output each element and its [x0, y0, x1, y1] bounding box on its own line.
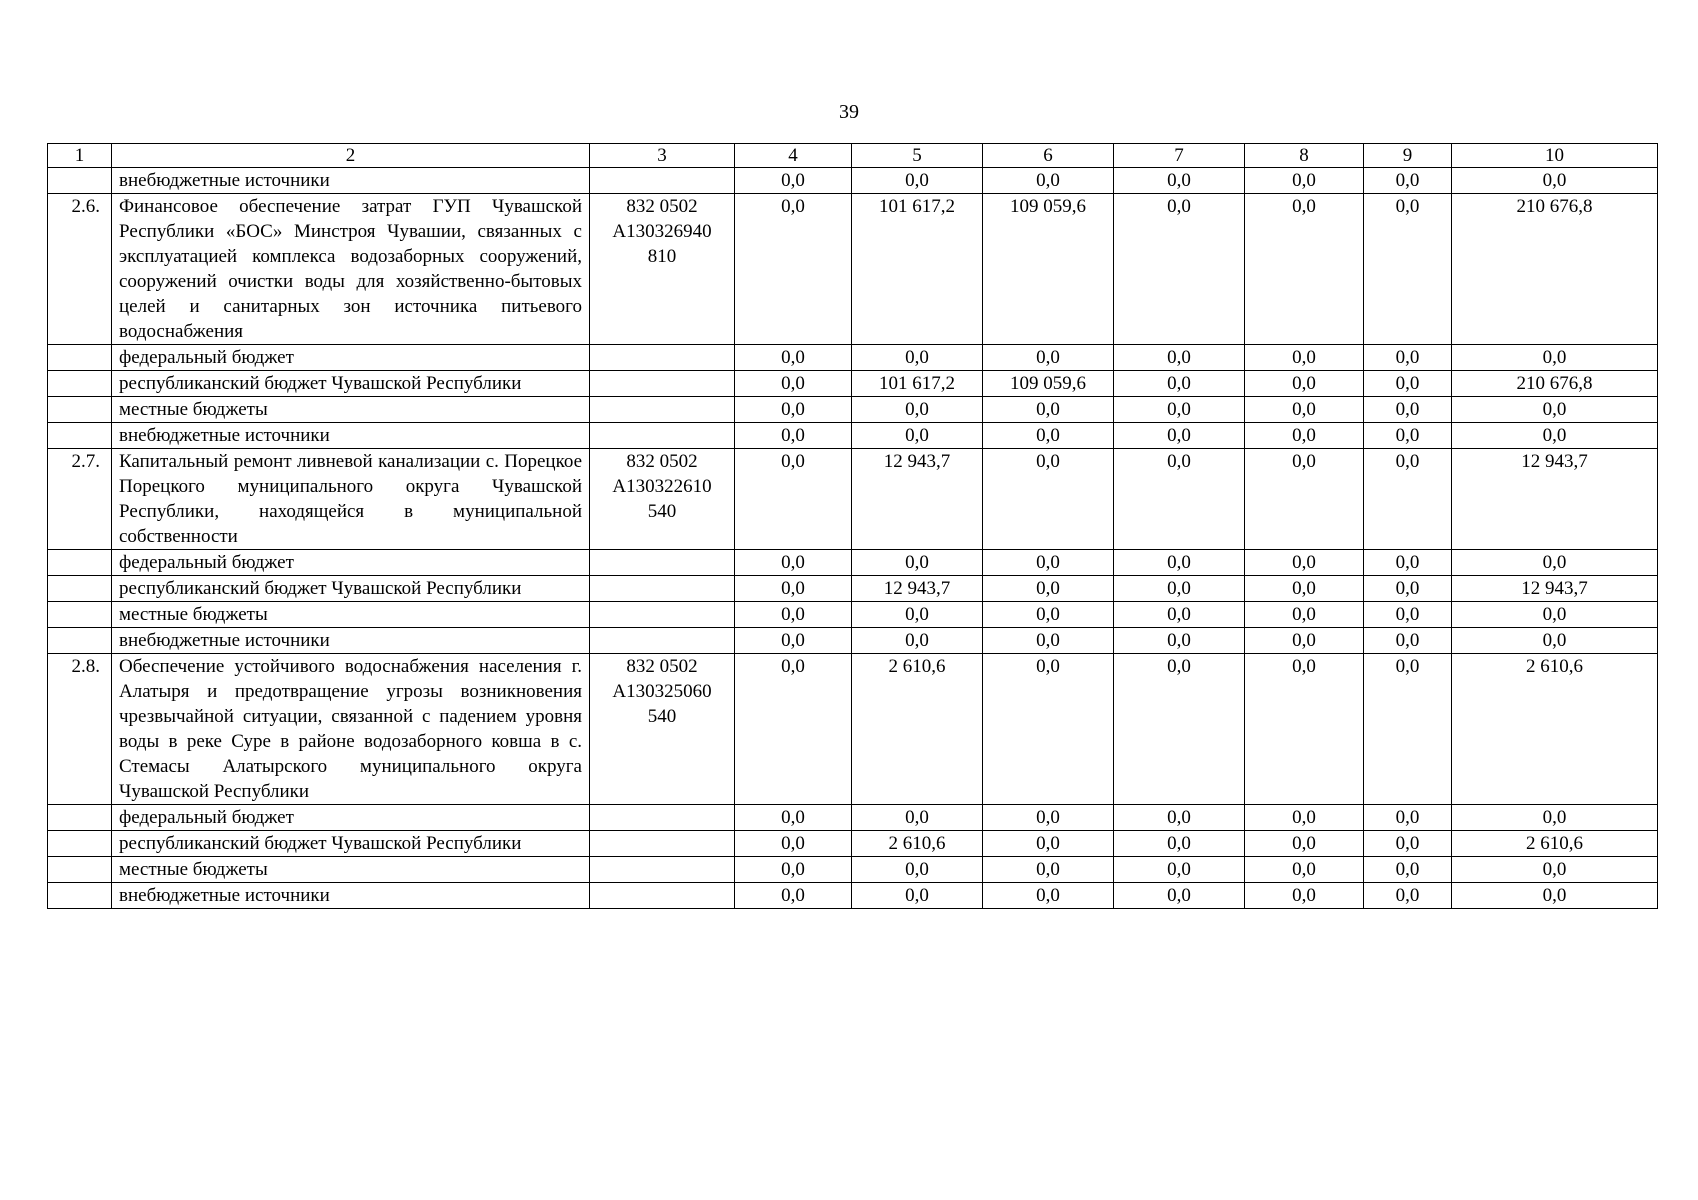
amount-cell: 0,0 — [1452, 805, 1658, 831]
amount-cell: 0,0 — [1114, 831, 1245, 857]
budget-code-cell — [590, 857, 735, 883]
row-number-cell — [48, 168, 112, 194]
budget-code-cell — [590, 345, 735, 371]
amount-cell: 0,0 — [1114, 857, 1245, 883]
row-number-cell — [48, 550, 112, 576]
amount-cell: 0,0 — [1452, 397, 1658, 423]
amount-cell: 0,0 — [983, 805, 1114, 831]
amount-cell: 0,0 — [1114, 345, 1245, 371]
amount-cell: 0,0 — [1245, 576, 1364, 602]
column-header: 10 — [1452, 144, 1658, 168]
row-label-cell: местные бюджеты — [112, 857, 590, 883]
amount-cell: 0,0 — [983, 449, 1114, 550]
table-header-row — [48, 144, 1658, 168]
amount-cell: 0,0 — [983, 576, 1114, 602]
table-row — [48, 805, 1658, 831]
amount-cell: 0,0 — [1114, 576, 1245, 602]
page-number: 39 — [839, 101, 859, 123]
row-label-cell: Финансовое обеспечение затрат ГУП Чувашской Республики «БОС» Минстроя Чувашии, связанных с эксплуатацией комплекса водозаборных сооружений, сооружений очистки воды для хозяйственно-бытовых целей и санитарных зон источника питьевого водоснабжения — [112, 194, 590, 345]
amount-cell: 0,0 — [735, 857, 852, 883]
budget-code-cell — [590, 805, 735, 831]
row-label-cell: внебюджетные источники — [112, 423, 590, 449]
amount-cell: 0,0 — [735, 831, 852, 857]
amount-cell: 0,0 — [1114, 602, 1245, 628]
column-header: 8 — [1245, 144, 1364, 168]
amount-cell: 0,0 — [735, 423, 852, 449]
row-label-cell: местные бюджеты — [112, 602, 590, 628]
amount-cell: 0,0 — [983, 883, 1114, 909]
budget-code-cell — [590, 371, 735, 397]
amount-cell: 0,0 — [735, 345, 852, 371]
amount-cell: 0,0 — [1364, 602, 1452, 628]
row-label-cell: внебюджетные источники — [112, 168, 590, 194]
row-label-cell: внебюджетные источники — [112, 628, 590, 654]
amount-cell: 0,0 — [1245, 449, 1364, 550]
column-header: 4 — [735, 144, 852, 168]
amount-cell: 0,0 — [1364, 194, 1452, 345]
amount-cell: 0,0 — [1245, 397, 1364, 423]
amount-cell: 0,0 — [735, 550, 852, 576]
amount-cell: 0,0 — [852, 805, 983, 831]
amount-cell: 0,0 — [1114, 449, 1245, 550]
amount-cell: 0,0 — [735, 654, 852, 805]
amount-cell: 0,0 — [1364, 345, 1452, 371]
amount-cell: 0,0 — [1364, 423, 1452, 449]
row-number-cell — [48, 805, 112, 831]
amount-cell: 2 610,6 — [1452, 654, 1658, 805]
column-header: 1 — [48, 144, 112, 168]
amount-cell: 0,0 — [1452, 883, 1658, 909]
table-row — [48, 194, 1658, 345]
column-header: 7 — [1114, 144, 1245, 168]
amount-cell: 0,0 — [1245, 831, 1364, 857]
budget-code-cell: 832 0502 А130325060 540 — [590, 654, 735, 805]
amount-cell: 0,0 — [1114, 397, 1245, 423]
budget-code-cell — [590, 550, 735, 576]
amount-cell: 0,0 — [735, 449, 852, 550]
table-row — [48, 654, 1658, 805]
column-header: 3 — [590, 144, 735, 168]
column-header: 5 — [852, 144, 983, 168]
amount-cell: 0,0 — [983, 168, 1114, 194]
amount-cell: 101 617,2 — [852, 194, 983, 345]
amount-cell: 0,0 — [983, 423, 1114, 449]
budget-code-cell — [590, 602, 735, 628]
table-row — [48, 449, 1658, 550]
amount-cell: 0,0 — [1452, 550, 1658, 576]
table-body — [48, 168, 1658, 909]
amount-cell: 0,0 — [1245, 628, 1364, 654]
amount-cell: 0,0 — [735, 397, 852, 423]
amount-cell: 0,0 — [1245, 805, 1364, 831]
amount-cell: 0,0 — [1364, 449, 1452, 550]
amount-cell: 0,0 — [1245, 883, 1364, 909]
table-row — [48, 628, 1658, 654]
table-row — [48, 550, 1658, 576]
amount-cell: 0,0 — [1452, 168, 1658, 194]
amount-cell: 0,0 — [1245, 602, 1364, 628]
table-row — [48, 883, 1658, 909]
amount-cell: 0,0 — [1245, 371, 1364, 397]
budget-table — [47, 143, 1658, 909]
amount-cell: 0,0 — [1114, 371, 1245, 397]
row-number-cell: 2.8. — [48, 654, 112, 805]
row-number-cell — [48, 423, 112, 449]
row-number-cell — [48, 345, 112, 371]
amount-cell: 0,0 — [1114, 654, 1245, 805]
row-label-cell: республиканский бюджет Чувашской Республики — [112, 831, 590, 857]
amount-cell: 210 676,8 — [1452, 194, 1658, 345]
row-label-cell: местные бюджеты — [112, 397, 590, 423]
table-row — [48, 857, 1658, 883]
amount-cell: 0,0 — [1245, 654, 1364, 805]
amount-cell: 0,0 — [983, 397, 1114, 423]
amount-cell: 0,0 — [1364, 857, 1452, 883]
amount-cell: 0,0 — [852, 168, 983, 194]
column-header: 2 — [112, 144, 590, 168]
table-row — [48, 576, 1658, 602]
amount-cell: 0,0 — [983, 345, 1114, 371]
amount-cell: 0,0 — [1245, 423, 1364, 449]
row-label-cell: республиканский бюджет Чувашской Республики — [112, 371, 590, 397]
amount-cell: 0,0 — [1245, 168, 1364, 194]
amount-cell: 0,0 — [852, 550, 983, 576]
amount-cell: 101 617,2 — [852, 371, 983, 397]
amount-cell: 0,0 — [852, 345, 983, 371]
amount-cell: 0,0 — [1364, 371, 1452, 397]
amount-cell: 0,0 — [1452, 602, 1658, 628]
amount-cell: 0,0 — [735, 168, 852, 194]
row-label-cell: Обеспечение устойчивого водоснабжения населения г. Алатыря и предотвращение угрозы возникновения чрезвычайной ситуации, связанной с падением уровня воды в реке Суре в районе водозаборного ковша в с. Стемасы Алатырского муниципального округа Чувашской Республики — [112, 654, 590, 805]
amount-cell: 0,0 — [1114, 423, 1245, 449]
row-number-cell — [48, 576, 112, 602]
table-row — [48, 397, 1658, 423]
amount-cell: 0,0 — [735, 194, 852, 345]
row-number-cell — [48, 371, 112, 397]
amount-cell: 0,0 — [983, 857, 1114, 883]
amount-cell: 0,0 — [1452, 423, 1658, 449]
amount-cell: 0,0 — [735, 576, 852, 602]
budget-code-cell — [590, 168, 735, 194]
amount-cell: 0,0 — [1452, 628, 1658, 654]
row-number-cell — [48, 857, 112, 883]
amount-cell: 0,0 — [983, 550, 1114, 576]
amount-cell: 0,0 — [1364, 397, 1452, 423]
budget-code-cell: 832 0502 А130326940 810 — [590, 194, 735, 345]
amount-cell: 0,0 — [1364, 550, 1452, 576]
table-row — [48, 371, 1658, 397]
amount-cell: 12 943,7 — [1452, 449, 1658, 550]
amount-cell: 0,0 — [1364, 654, 1452, 805]
amount-cell: 0,0 — [735, 883, 852, 909]
amount-cell: 0,0 — [983, 628, 1114, 654]
amount-cell: 0,0 — [1114, 168, 1245, 194]
amount-cell: 0,0 — [1452, 345, 1658, 371]
row-label-cell: федеральный бюджет — [112, 805, 590, 831]
amount-cell: 0,0 — [852, 628, 983, 654]
table-row — [48, 602, 1658, 628]
amount-cell: 0,0 — [1114, 628, 1245, 654]
amount-cell: 0,0 — [852, 602, 983, 628]
row-label-cell: федеральный бюджет — [112, 345, 590, 371]
row-number-cell — [48, 628, 112, 654]
amount-cell: 0,0 — [852, 883, 983, 909]
amount-cell: 0,0 — [735, 628, 852, 654]
budget-code-cell — [590, 628, 735, 654]
amount-cell: 0,0 — [1114, 883, 1245, 909]
row-number-cell: 2.7. — [48, 449, 112, 550]
amount-cell: 0,0 — [1245, 857, 1364, 883]
budget-code-cell — [590, 576, 735, 602]
amount-cell: 0,0 — [735, 805, 852, 831]
amount-cell: 0,0 — [1245, 194, 1364, 345]
amount-cell: 0,0 — [1364, 168, 1452, 194]
table-row — [48, 168, 1658, 194]
row-number-cell: 2.6. — [48, 194, 112, 345]
amount-cell: 0,0 — [852, 423, 983, 449]
budget-code-cell — [590, 831, 735, 857]
amount-cell: 2 610,6 — [852, 831, 983, 857]
table-row — [48, 345, 1658, 371]
amount-cell: 0,0 — [983, 602, 1114, 628]
amount-cell: 0,0 — [1245, 345, 1364, 371]
amount-cell: 0,0 — [983, 654, 1114, 805]
row-number-cell — [48, 397, 112, 423]
amount-cell: 0,0 — [1114, 194, 1245, 345]
amount-cell: 0,0 — [735, 371, 852, 397]
amount-cell: 0,0 — [1364, 576, 1452, 602]
budget-code-cell: 832 0502 А130322610 540 — [590, 449, 735, 550]
amount-cell: 0,0 — [1114, 550, 1245, 576]
table-row — [48, 423, 1658, 449]
amount-cell: 0,0 — [1364, 831, 1452, 857]
amount-cell: 2 610,6 — [1452, 831, 1658, 857]
budget-code-cell — [590, 883, 735, 909]
amount-cell: 0,0 — [1245, 550, 1364, 576]
amount-cell: 0,0 — [983, 831, 1114, 857]
column-header: 6 — [983, 144, 1114, 168]
amount-cell: 0,0 — [1364, 805, 1452, 831]
budget-code-cell — [590, 397, 735, 423]
amount-cell: 2 610,6 — [852, 654, 983, 805]
row-label-cell: Капитальный ремонт ливневой канализации с. Порецкое Порецкого муниципального округа Чувашской Республики, находящейся в муниципальной собственности — [112, 449, 590, 550]
amount-cell: 0,0 — [735, 602, 852, 628]
amount-cell: 12 943,7 — [852, 449, 983, 550]
amount-cell: 109 059,6 — [983, 371, 1114, 397]
column-header: 9 — [1364, 144, 1452, 168]
amount-cell: 109 059,6 — [983, 194, 1114, 345]
row-number-cell — [48, 602, 112, 628]
row-number-cell — [48, 883, 112, 909]
row-label-cell: федеральный бюджет — [112, 550, 590, 576]
amount-cell: 12 943,7 — [1452, 576, 1658, 602]
amount-cell: 12 943,7 — [852, 576, 983, 602]
amount-cell: 0,0 — [1114, 805, 1245, 831]
row-label-cell: внебюджетные источники — [112, 883, 590, 909]
amount-cell: 0,0 — [852, 397, 983, 423]
amount-cell: 0,0 — [852, 857, 983, 883]
budget-code-cell — [590, 423, 735, 449]
row-number-cell — [48, 831, 112, 857]
row-label-cell: республиканский бюджет Чувашской Республики — [112, 576, 590, 602]
table-row — [48, 831, 1658, 857]
amount-cell: 0,0 — [1364, 628, 1452, 654]
amount-cell: 0,0 — [1364, 883, 1452, 909]
amount-cell: 210 676,8 — [1452, 371, 1658, 397]
amount-cell: 0,0 — [1452, 857, 1658, 883]
